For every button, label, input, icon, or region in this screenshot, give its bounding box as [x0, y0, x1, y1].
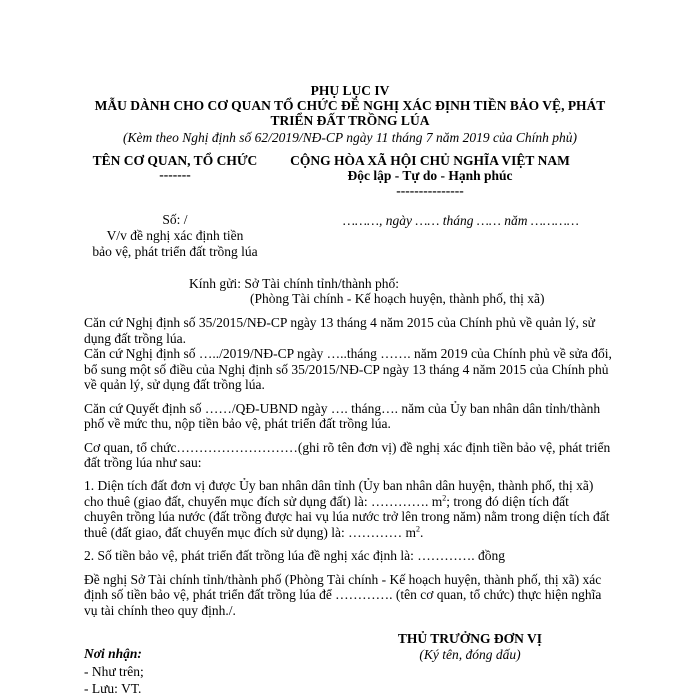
appendix-title: PHỤ LỤC IV [310, 83, 390, 98]
form-title-line2: TRIỂN ĐẤT TRỒNG LÚA [270, 113, 430, 128]
national-motto: Độc lập - Tự do - Hạnh phúc [347, 168, 513, 183]
subject-line1: V/v đề nghị xác định tiền [106, 228, 244, 243]
place-date: ………, ngày …… tháng …… năm ………… [343, 213, 579, 228]
attachment-note: (Kèm theo Nghị định số 62/2019/NĐ-CP ngày 11 tháng 7 năm 2019 của Chính phủ) [123, 130, 577, 145]
item1-line4 [84, 525, 423, 541]
item1-line2 [84, 494, 569, 510]
recipients-item1: - Như trên; [84, 664, 144, 679]
squared-superscript: 2 [416, 524, 420, 534]
item2: 2. Số tiền bảo vệ, phát triển đất trồng lúa đề nghị xác định là: …………. đồng [84, 548, 506, 563]
item1-line3: chuyên trồng lúa nước (đất trồng được hai vụ lúa nước trở lên trong năm) nằm trong diện tích đất [84, 509, 610, 524]
para5-line1: Đề nghị Sở Tài chính tỉnh/thành phố (Phòng Tài chính - Kế hoạch huyện, thành phố, thị xã) xác [84, 572, 602, 587]
motto-dashes: --------------- [396, 183, 464, 198]
signature-title: THỦ TRƯỞNG ĐƠN VỊ [397, 631, 543, 646]
document-number: Số: / [162, 212, 188, 227]
para4-line2: đất trồng lúa như sau: [84, 455, 202, 470]
subject-line2: bảo vệ, phát triển đất trồng lúa [92, 244, 258, 259]
signature-note: (Ký tên, đóng dấu) [419, 647, 521, 662]
para3-line1: Căn cứ Quyết định số ……/QĐ-UBND ngày …. tháng…. năm của Ủy ban nhân dân tỉnh/thành [84, 401, 601, 416]
para5-line3: vụ tài chính theo quy định./. [84, 603, 236, 618]
agency-dashes: ------- [159, 167, 191, 182]
item1-line2-rest: ; trong đó diện tích đất [446, 494, 569, 509]
item1-line2-text: cho thuê (giao đất, chuyển mục đích sử dụng đất) là: …………. m [84, 494, 443, 509]
para3-line2: phố về mức thu, nộp tiền bảo vệ, phát triển đất trồng lúa. [84, 416, 391, 431]
para5-line2: định số tiền bảo vệ, phát triển đất trồng lúa để …………. (tên cơ quan, tổ chức) thực hiện nghĩa [84, 587, 602, 602]
form-title-line1: MẪU DÀNH CHO CƠ QUAN TỔ CHỨC ĐỀ NGHỊ XÁC ĐỊNH TIỀN BẢO VỆ, PHÁT [94, 98, 606, 113]
para2-line2: bổ sung một số điều của Nghị định số 35/2015/NĐ-CP ngày 13 tháng 4 năm 2015 của Chính phủ [84, 362, 609, 377]
para1-line2: dụng đất trồng lúa. [84, 331, 186, 346]
item1-line4-text: thuê (đất giao, đất chuyển mục đích sử dụng) là: ………… m [84, 525, 416, 540]
recipients-item2: - Lưu: VT. [84, 681, 142, 696]
para4-line1: Cơ quan, tổ chức………………………(ghi rõ tên đơn vị) đề nghị xác định tiền bảo vệ, phát triển [84, 440, 611, 455]
recipients-heading: Nơi nhận: [84, 646, 142, 661]
recipient-line2: (Phòng Tài chính - Kế hoạch huyện, thành phố, thị xã) [250, 291, 545, 306]
national-name: CỘNG HÒA XÃ HỘI CHỦ NGHĨA VIỆT NAM [290, 153, 570, 168]
para2-line1: Căn cứ Nghị định số …../2019/NĐ-CP ngày …..tháng ……. năm 2019 của Chính phủ về sửa đổi, [84, 346, 612, 361]
para2-line3: về quản lý, sử dụng đất trồng lúa. [84, 377, 265, 392]
item1-line1: 1. Diện tích đất đơn vị được Ủy ban nhân dân tỉnh (Ủy ban nhân dân huyện, thành phố, thị xã) [84, 478, 594, 493]
para1-line1: Căn cứ Nghị định số 35/2015/NĐ-CP ngày 13 tháng 4 năm 2015 của Chính phủ về quản lý, sử [84, 315, 595, 330]
squared-superscript: 2 [442, 493, 447, 503]
recipient-line1: Kính gửi: Sở Tài chính tỉnh/thành phố: [189, 276, 399, 291]
agency-name: TÊN CƠ QUAN, TỔ CHỨC [92, 153, 258, 168]
item1-line4-rest: . [420, 525, 424, 540]
